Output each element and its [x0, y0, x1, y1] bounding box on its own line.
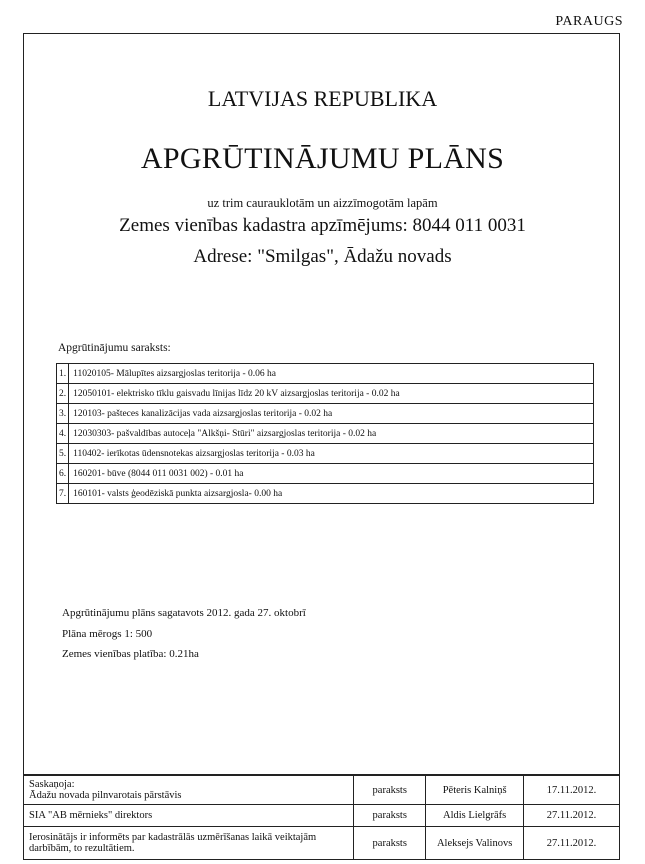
row-text: 160201- būve (8044 011 0031 002) - 0.01 ha: [69, 464, 594, 484]
property-address: Adrese: "Smilgas", Ādažu novads: [193, 246, 452, 267]
row-number: 6.: [57, 464, 69, 484]
signer-role-line: SIA "AB mērnieks" direktors: [29, 810, 153, 821]
signer-name: Pēteris Kalniņš: [426, 776, 524, 805]
row-number: 2.: [57, 384, 69, 404]
prepared-date: Apgrūtinājumu plāns sagatavots 2012. gada 27. oktobrī: [62, 607, 306, 619]
row-text: 11020105- Mālupītes aizsargjoslas teritorija - 0.06 ha: [69, 364, 594, 384]
signer-role-line: Ierosinātājs ir informēts par kadastrālās uzmērīšanas laikā veiktajām: [29, 832, 317, 843]
signature-cell: paraksts: [354, 776, 426, 805]
table-row: [57, 364, 594, 384]
row-text: 12050101- elektrisko tīklu gaisvadu līnijas līdz 20 kV aizsargjoslas teritorija - 0.02 ha: [69, 384, 594, 404]
table-row: [57, 384, 594, 404]
cadastre-designation: Zemes vienības kadastra apzīmējums: 8044 011 0031: [119, 215, 526, 236]
signer-role-line: darbībām, to rezultātiem.: [29, 843, 135, 854]
row-number: 7.: [57, 484, 69, 504]
row-number: 3.: [57, 404, 69, 424]
republic-heading: LATVIJAS REPUBLIKA: [207, 86, 438, 111]
table-row: [57, 404, 594, 424]
sign-date: 27.11.2012.: [524, 827, 620, 860]
row-number: 1.: [57, 364, 69, 384]
table-row: [57, 464, 594, 484]
page-title: APGRŪTINĀJUMU PLĀNS: [140, 142, 505, 175]
watermark-label: PARAUGS: [555, 14, 623, 29]
sign-date: 17.11.2012.: [524, 776, 620, 805]
signer-role-line: Saskaņoja:: [29, 779, 75, 790]
row-number: 4.: [57, 424, 69, 444]
table-row: [24, 776, 620, 805]
row-text: 12030303- pašvaldības autoceļa "Alkšņi- Stūri" aizsargjoslas teritorija - 0.02 ha: [69, 424, 594, 444]
signer-name: Aldis Lielgrāfs: [426, 805, 524, 827]
row-text: 110402- ierīkotas ūdensnotekas aizsargjoslas teritorija - 0.03 ha: [69, 444, 594, 464]
encumbrance-table: [56, 363, 594, 504]
land-area: Zemes vienības platība: 0.21ha: [62, 648, 199, 660]
signer-role: [24, 827, 354, 860]
signer-name: Aleksejs Valinovs: [426, 827, 524, 860]
page-subtitle: uz trim caurauklotām un aizzīmogotām lapām: [207, 196, 438, 210]
signature-cell: paraksts: [354, 805, 426, 827]
sign-date: 27.11.2012.: [524, 805, 620, 827]
signer-role: [24, 805, 354, 827]
table-row: [57, 444, 594, 464]
encumbrance-list-heading: Apgrūtinājumu saraksts:: [58, 342, 171, 354]
signature-cell: paraksts: [354, 827, 426, 860]
table-row: [57, 484, 594, 504]
row-number: 5.: [57, 444, 69, 464]
table-row: [57, 424, 594, 444]
plan-scale: Plāna mērogs 1: 500: [62, 628, 153, 640]
signer-role: [24, 776, 354, 805]
signer-role-line: Ādažu novada pilnvarotais pārstāvis: [29, 790, 182, 801]
signature-table: [23, 775, 620, 860]
row-text: 120103- pašteces kanalizācijas vada aizsargjoslas teritorija - 0.02 ha: [69, 404, 594, 424]
table-row: [24, 805, 620, 827]
row-text: 160101- valsts ģeodēziskā punkta aizsargjosla- 0.00 ha: [69, 484, 594, 504]
table-row: [24, 827, 620, 860]
